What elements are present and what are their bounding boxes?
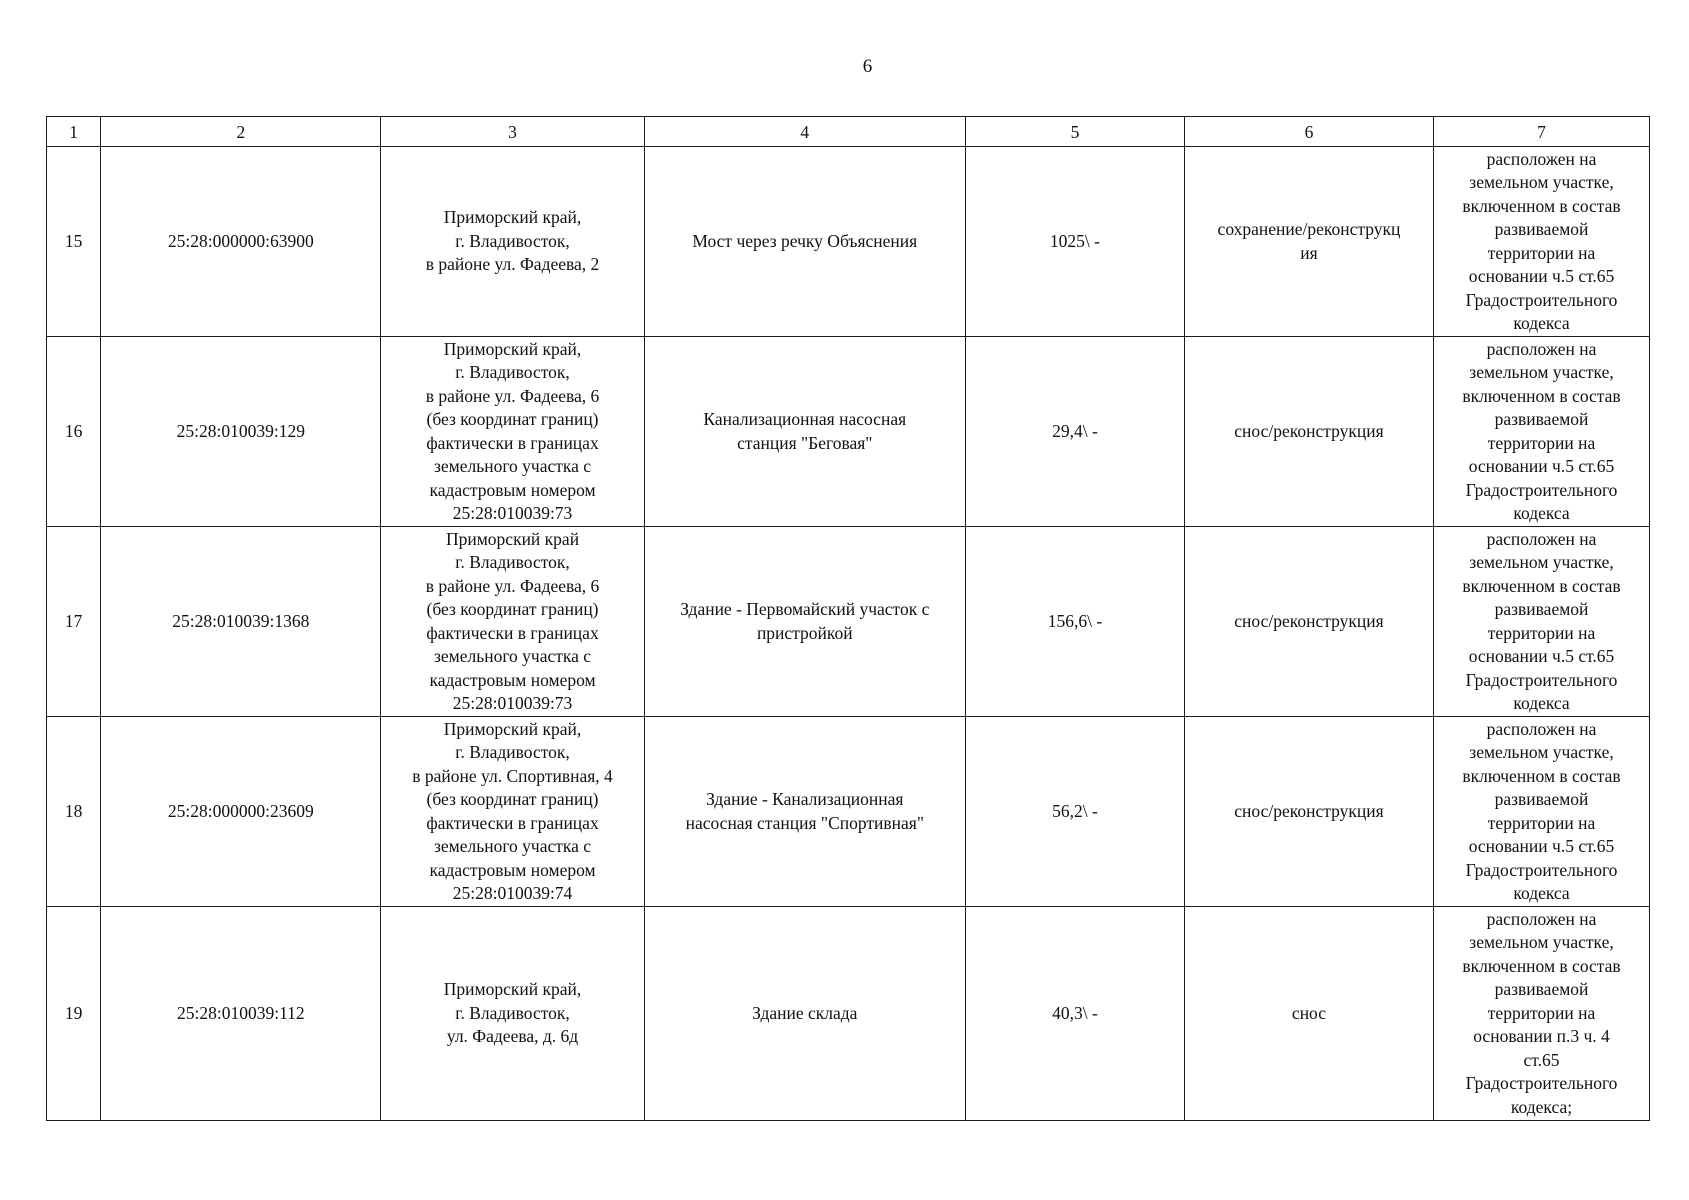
planned-action: сохранение/реконструкц ия <box>1184 147 1433 337</box>
table-row <box>47 717 1650 907</box>
cadastral-number: 25:28:010039:129 <box>101 337 381 527</box>
object-address: Приморский край, г. Владивосток, ул. Фадеева, д. 6д <box>381 907 644 1121</box>
cadastral-number: 25:28:010039:1368 <box>101 527 381 717</box>
column-header: 2 <box>101 117 381 147</box>
legal-basis: расположен на земельном участке, включенном в состав развиваемой территории на основании ч.5 ст.65 Градостроительного кодекса <box>1434 527 1650 717</box>
object-area: 29,4\ - <box>965 337 1184 527</box>
table-row <box>47 907 1650 1121</box>
page-number: 6 <box>862 56 873 77</box>
table-row <box>47 527 1650 717</box>
cadastral-number: 25:28:000000:23609 <box>101 717 381 907</box>
object-area: 40,3\ - <box>965 907 1184 1121</box>
row-number: 15 <box>47 147 101 337</box>
object-area: 56,2\ - <box>965 717 1184 907</box>
legal-basis: расположен на земельном участке, включенном в состав развиваемой территории на основании ч.5 ст.65 Градостроительного кодекса <box>1434 337 1650 527</box>
column-header: 5 <box>965 117 1184 147</box>
planned-action: снос/реконструкция <box>1184 717 1433 907</box>
object-area: 156,6\ - <box>965 527 1184 717</box>
object-address: Приморский край, г. Владивосток, в районе ул. Фадеева, 6 (без координат границ) фактически в границах земельного участка с кадастровым номером 25:28:010039:73 <box>381 337 644 527</box>
legal-basis: расположен на земельном участке, включенном в состав развиваемой территории на основании п.3 ч. 4 ст.65 Градостроительного кодекса; <box>1434 907 1650 1121</box>
planned-action: снос <box>1184 907 1433 1121</box>
table-row <box>47 337 1650 527</box>
column-header: 6 <box>1184 117 1433 147</box>
column-header: 1 <box>47 117 101 147</box>
legal-basis: расположен на земельном участке, включенном в состав развиваемой территории на основании ч.5 ст.65 Градостроительного кодекса <box>1434 147 1650 337</box>
objects-table <box>46 116 1650 1121</box>
object-address: Приморский край, г. Владивосток, в районе ул. Фадеева, 2 <box>381 147 644 337</box>
planned-action: снос/реконструкция <box>1184 527 1433 717</box>
table-row <box>47 147 1650 337</box>
row-number: 16 <box>47 337 101 527</box>
object-address: Приморский край, г. Владивосток, в районе ул. Спортивная, 4 (без координат границ) фактически в границах земельного участка с кадастровым номером 25:28:010039:74 <box>381 717 644 907</box>
row-number: 17 <box>47 527 101 717</box>
column-header: 7 <box>1434 117 1650 147</box>
object-name: Здание склада <box>644 907 965 1121</box>
object-name: Канализационная насосная станция "Беговая" <box>644 337 965 527</box>
cadastral-number: 25:28:010039:112 <box>101 907 381 1121</box>
row-number: 18 <box>47 717 101 907</box>
column-header: 3 <box>381 117 644 147</box>
object-name: Здание - Канализационная насосная станция "Спортивная" <box>644 717 965 907</box>
object-name: Здание - Первомайский участок с пристройкой <box>644 527 965 717</box>
planned-action: снос/реконструкция <box>1184 337 1433 527</box>
column-header: 4 <box>644 117 965 147</box>
object-area: 1025\ - <box>965 147 1184 337</box>
column-numbers-row <box>47 117 1650 147</box>
cadastral-number: 25:28:000000:63900 <box>101 147 381 337</box>
legal-basis: расположен на земельном участке, включенном в состав развиваемой территории на основании ч.5 ст.65 Градостроительного кодекса <box>1434 717 1650 907</box>
object-address: Приморский край г. Владивосток, в районе ул. Фадеева, 6 (без координат границ) фактически в границах земельного участка с кадастровым номером 25:28:010039:73 <box>381 527 644 717</box>
object-name: Мост через речку Объяснения <box>644 147 965 337</box>
row-number: 19 <box>47 907 101 1121</box>
